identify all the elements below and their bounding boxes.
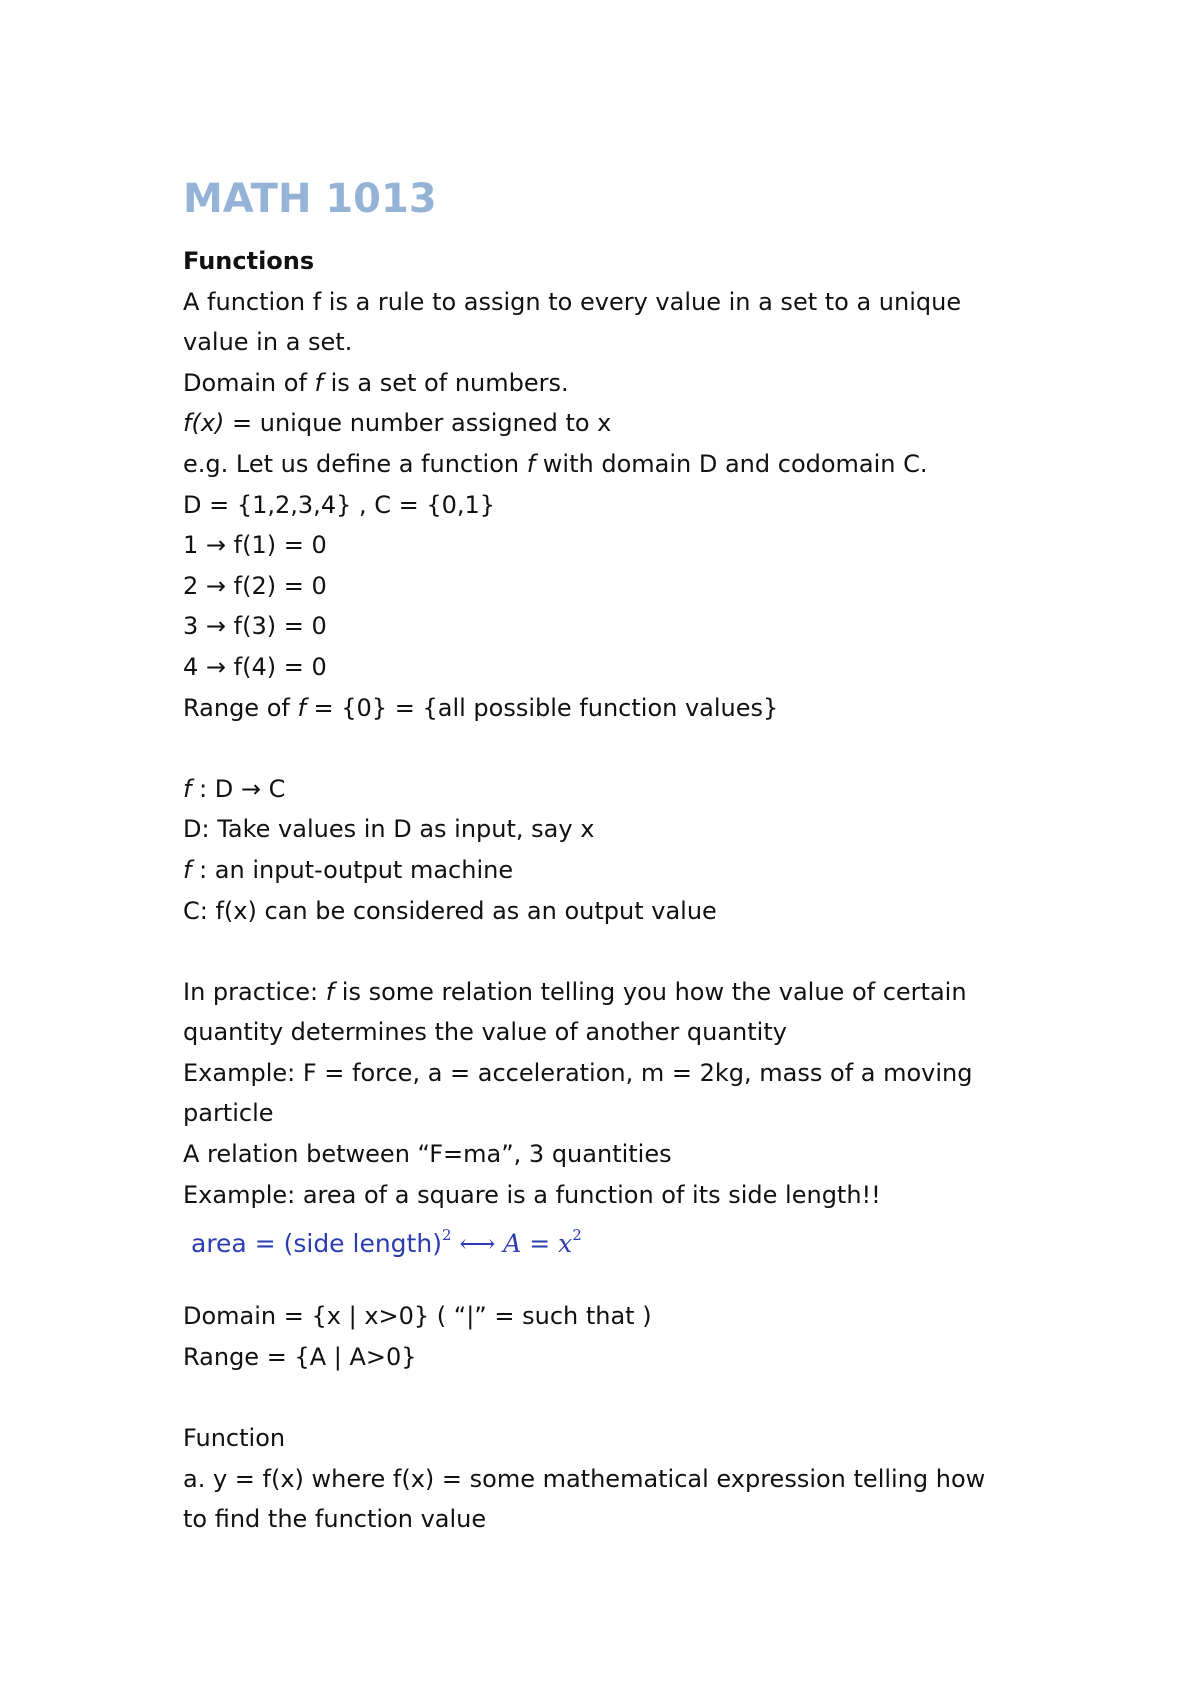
example-def-f: f [526, 449, 536, 478]
mapping-line-2: 2 → f(2) = 0 [183, 571, 327, 600]
practice-line-2: quantity determines the value of another quantity [183, 1018, 787, 1047]
range-def-f: f [297, 693, 306, 722]
blank-line [183, 1378, 1043, 1419]
domain-input-line: D: Take values in D as input, say x [183, 815, 595, 844]
example-force-line-2: particle [183, 1099, 274, 1128]
formula-lhs: area = (side length) [191, 1229, 442, 1259]
domain-def-post: is a set of numbers. [322, 368, 569, 397]
function-heading: Function [183, 1424, 286, 1453]
mapping-line-3: 3 → f(3) = 0 [183, 612, 327, 641]
example-force-line-1: Example: F = force, a = acceleration, m = 2kg, mass of a moving [183, 1058, 973, 1087]
range-definition [183, 688, 1043, 729]
machine-post: : an input-output machine [191, 855, 514, 884]
example-def-pre: e.g. Let us define a function [183, 449, 527, 478]
codomain-output-line: C: f(x) can be considered as an output value [183, 896, 717, 925]
intro-line-1: A function f is a rule to assign to every value in a set to a unique [183, 287, 962, 316]
blank-line [183, 728, 1043, 769]
machine-line [183, 850, 1043, 891]
mapping-line-1: 1 → f(1) = 0 [183, 531, 327, 560]
fx-def-fx: f(x) [183, 409, 225, 438]
example-area-line: Example: area of a square is a function of its side length!! [183, 1180, 881, 1209]
section-heading-functions: Functions [183, 247, 315, 275]
notation-post: : D → C [191, 774, 286, 803]
mapping-line-4: 4 → f(4) = 0 [183, 652, 327, 681]
relation-line: A relation between “F=ma”, 3 quantities [183, 1140, 672, 1169]
blank-line [183, 931, 1043, 972]
intro-line-2: value in a set. [183, 328, 353, 357]
document-page [183, 175, 1043, 1540]
range-def-pre: Range of [183, 693, 298, 722]
practice-line-1 [183, 972, 1043, 1013]
domain-set-line: Domain = {x | x>0} ( “|” = such that ) [183, 1302, 652, 1331]
fx-definition [183, 403, 1043, 444]
machine-f: f [183, 855, 192, 884]
area-formula [191, 1215, 1043, 1259]
function-a-line-2: to find the function value [183, 1505, 487, 1534]
formula-exponent-2: 2 [572, 1226, 582, 1245]
formula-exponent-1: 2 [441, 1226, 452, 1245]
domain-def-f: f [314, 368, 323, 397]
sets-line: D = {1,2,3,4} , C = {0,1} [183, 490, 496, 519]
function-notation [183, 769, 1043, 810]
range-set-line: Range = {A | A>0} [183, 1343, 417, 1372]
formula-var-x: x [558, 1229, 573, 1259]
document-title: MATH 1013 [183, 176, 437, 222]
practice-f: f [325, 977, 335, 1006]
formula-arrow: ⟷ [451, 1229, 504, 1259]
notation-f: f [183, 774, 192, 803]
domain-definition [183, 363, 1043, 404]
formula-var-a: A [503, 1229, 522, 1259]
fx-def-post: = unique number assigned to x [224, 409, 612, 438]
range-def-post: = {0} = {all possible function values} [305, 693, 779, 722]
blank-line [183, 1256, 1043, 1297]
example-def-post: with domain D and codomain C. [535, 449, 928, 478]
practice-pre: In practice: [183, 977, 326, 1006]
practice-post: is some relation telling you how the value of certain [334, 977, 967, 1006]
domain-def-pre: Domain of [183, 368, 315, 397]
example-definition [183, 444, 1043, 485]
formula-equals: = [521, 1229, 559, 1259]
function-a-line-1: a. y = f(x) where f(x) = some mathematical expression telling how [183, 1464, 986, 1493]
